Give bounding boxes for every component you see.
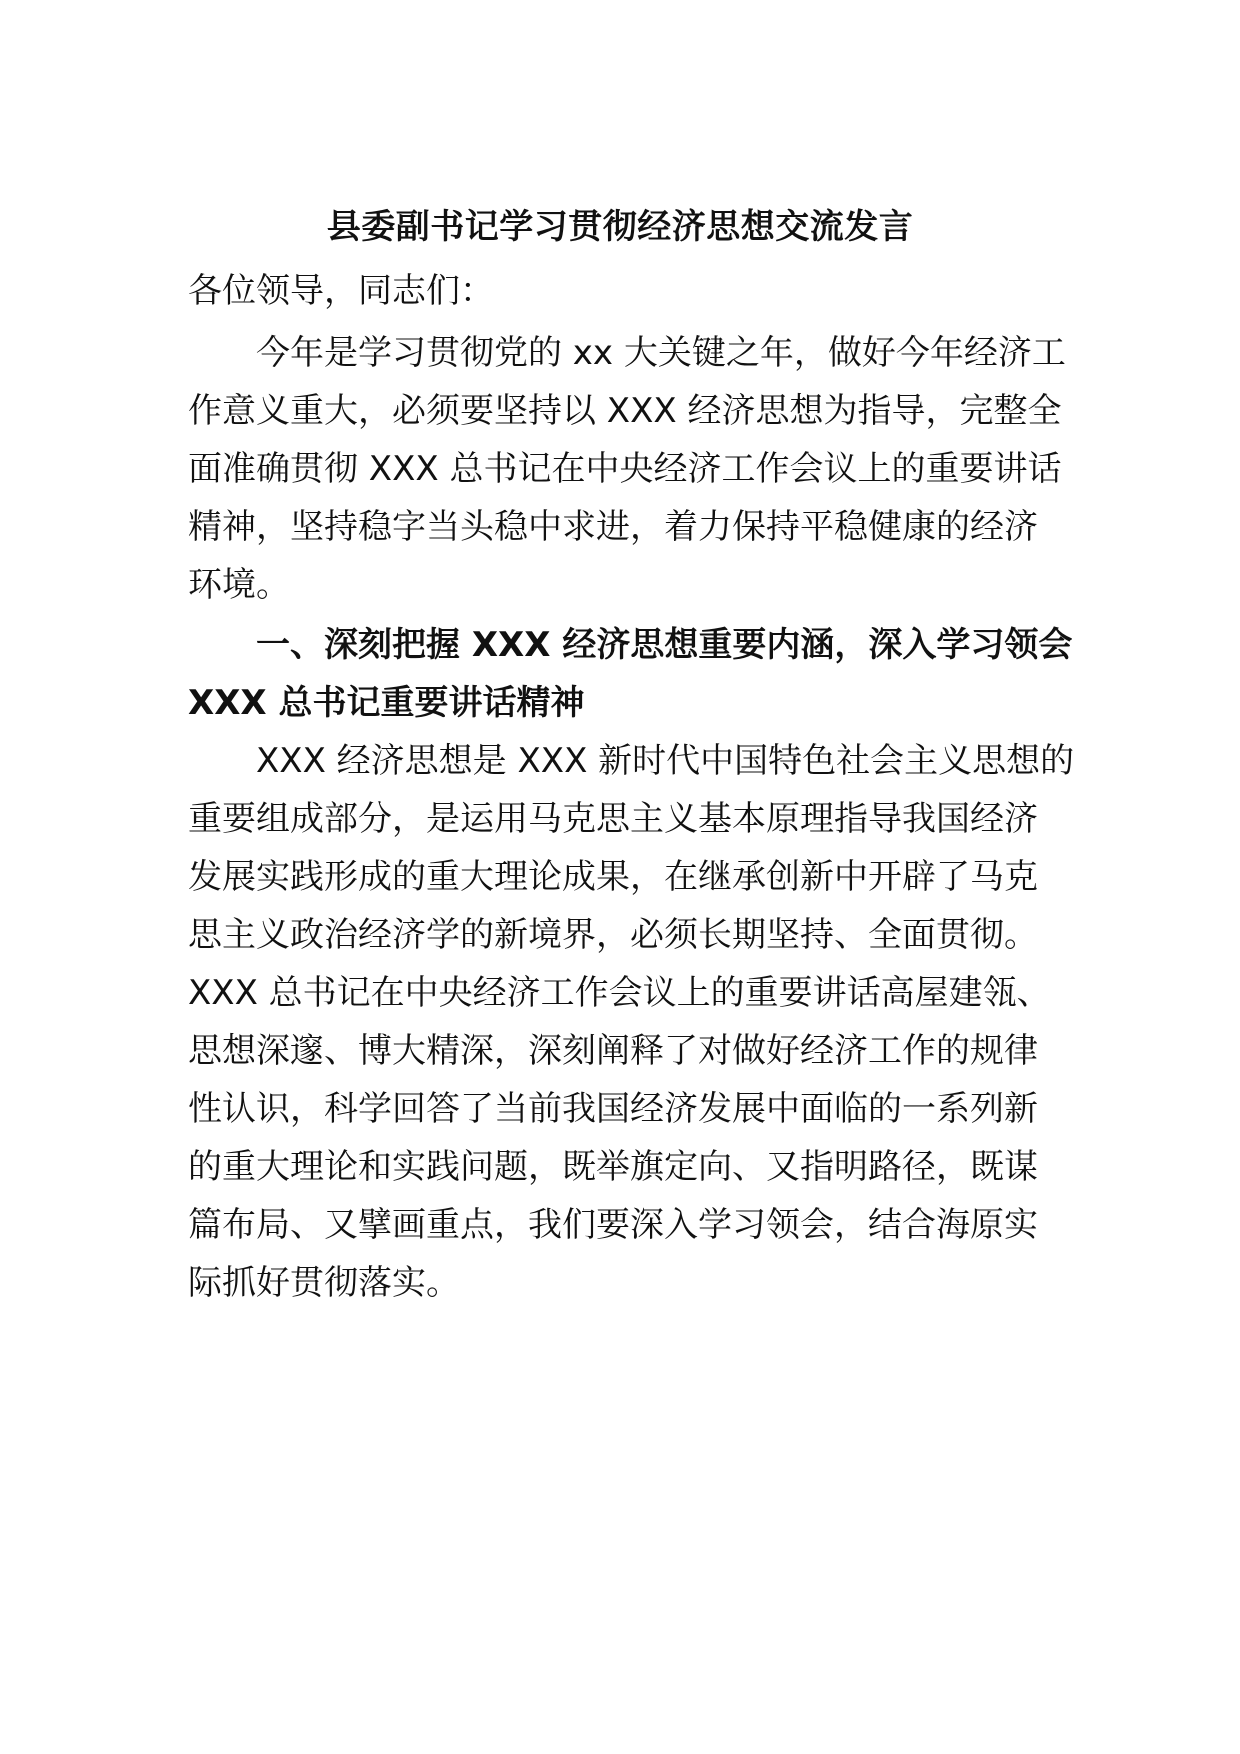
paragraph2-line6: 思想深邃、博大精深，深刻阐释了对做好经济工作的规律 <box>188 1031 1038 1071</box>
paragraph2-line3: 发展实践形成的重大理论成果，在继承创新中开辟了马克 <box>188 857 1038 897</box>
paragraph2-line7: 性认识，科学回答了当前我国经济发展中面临的一系列新 <box>188 1089 1038 1129</box>
paragraph2-line2: 重要组成部分，是运用马克思主义基本原理指导我国经济 <box>188 799 1038 839</box>
paragraph1-line5: 环境。 <box>188 565 290 605</box>
salutation: 各位领导，同志们： <box>188 271 494 311</box>
paragraph2-line5: XXX 总书记在中央经济工作会议上的重要讲话高屋建瓴、 <box>188 973 1051 1013</box>
paragraph1-line3: 面准确贯彻 XXX 总书记在中央经济工作会议上的重要讲话 <box>188 449 1062 489</box>
section-heading-line1: 一、深刻把握 XXX 经济思想重要内涵，深入学习领会 <box>256 625 1073 665</box>
document-title: 县委副书记学习贯彻经济思想交流发言 <box>326 207 914 247</box>
paragraph2-line4: 思主义政治经济学的新境界，必须长期坚持、全面贯彻。 <box>188 915 1038 955</box>
section-heading-line2: XXX 总书记重要讲话精神 <box>188 683 585 723</box>
paragraph1-line2: 作意义重大，必须要坚持以 XXX 经济思想为指导，完整全 <box>188 391 1062 431</box>
paragraph2-line1: XXX 经济思想是 XXX 新时代中国特色社会主义思想的 <box>256 741 1075 781</box>
paragraph2-line10: 际抓好贯彻落实。 <box>188 1263 460 1303</box>
paragraph2-line8: 的重大理论和实践问题，既举旗定向、又指明路径，既谋 <box>188 1147 1038 1187</box>
paragraph1-line1: 今年是学习贯彻党的 xx 大关键之年，做好今年经济工 <box>256 333 1066 373</box>
paragraph1-line4: 精神，坚持稳字当头稳中求进，着力保持平稳健康的经济 <box>188 507 1038 547</box>
paragraph2-line9: 篇布局、又擘画重点，我们要深入学习领会，结合海原实 <box>188 1205 1038 1245</box>
